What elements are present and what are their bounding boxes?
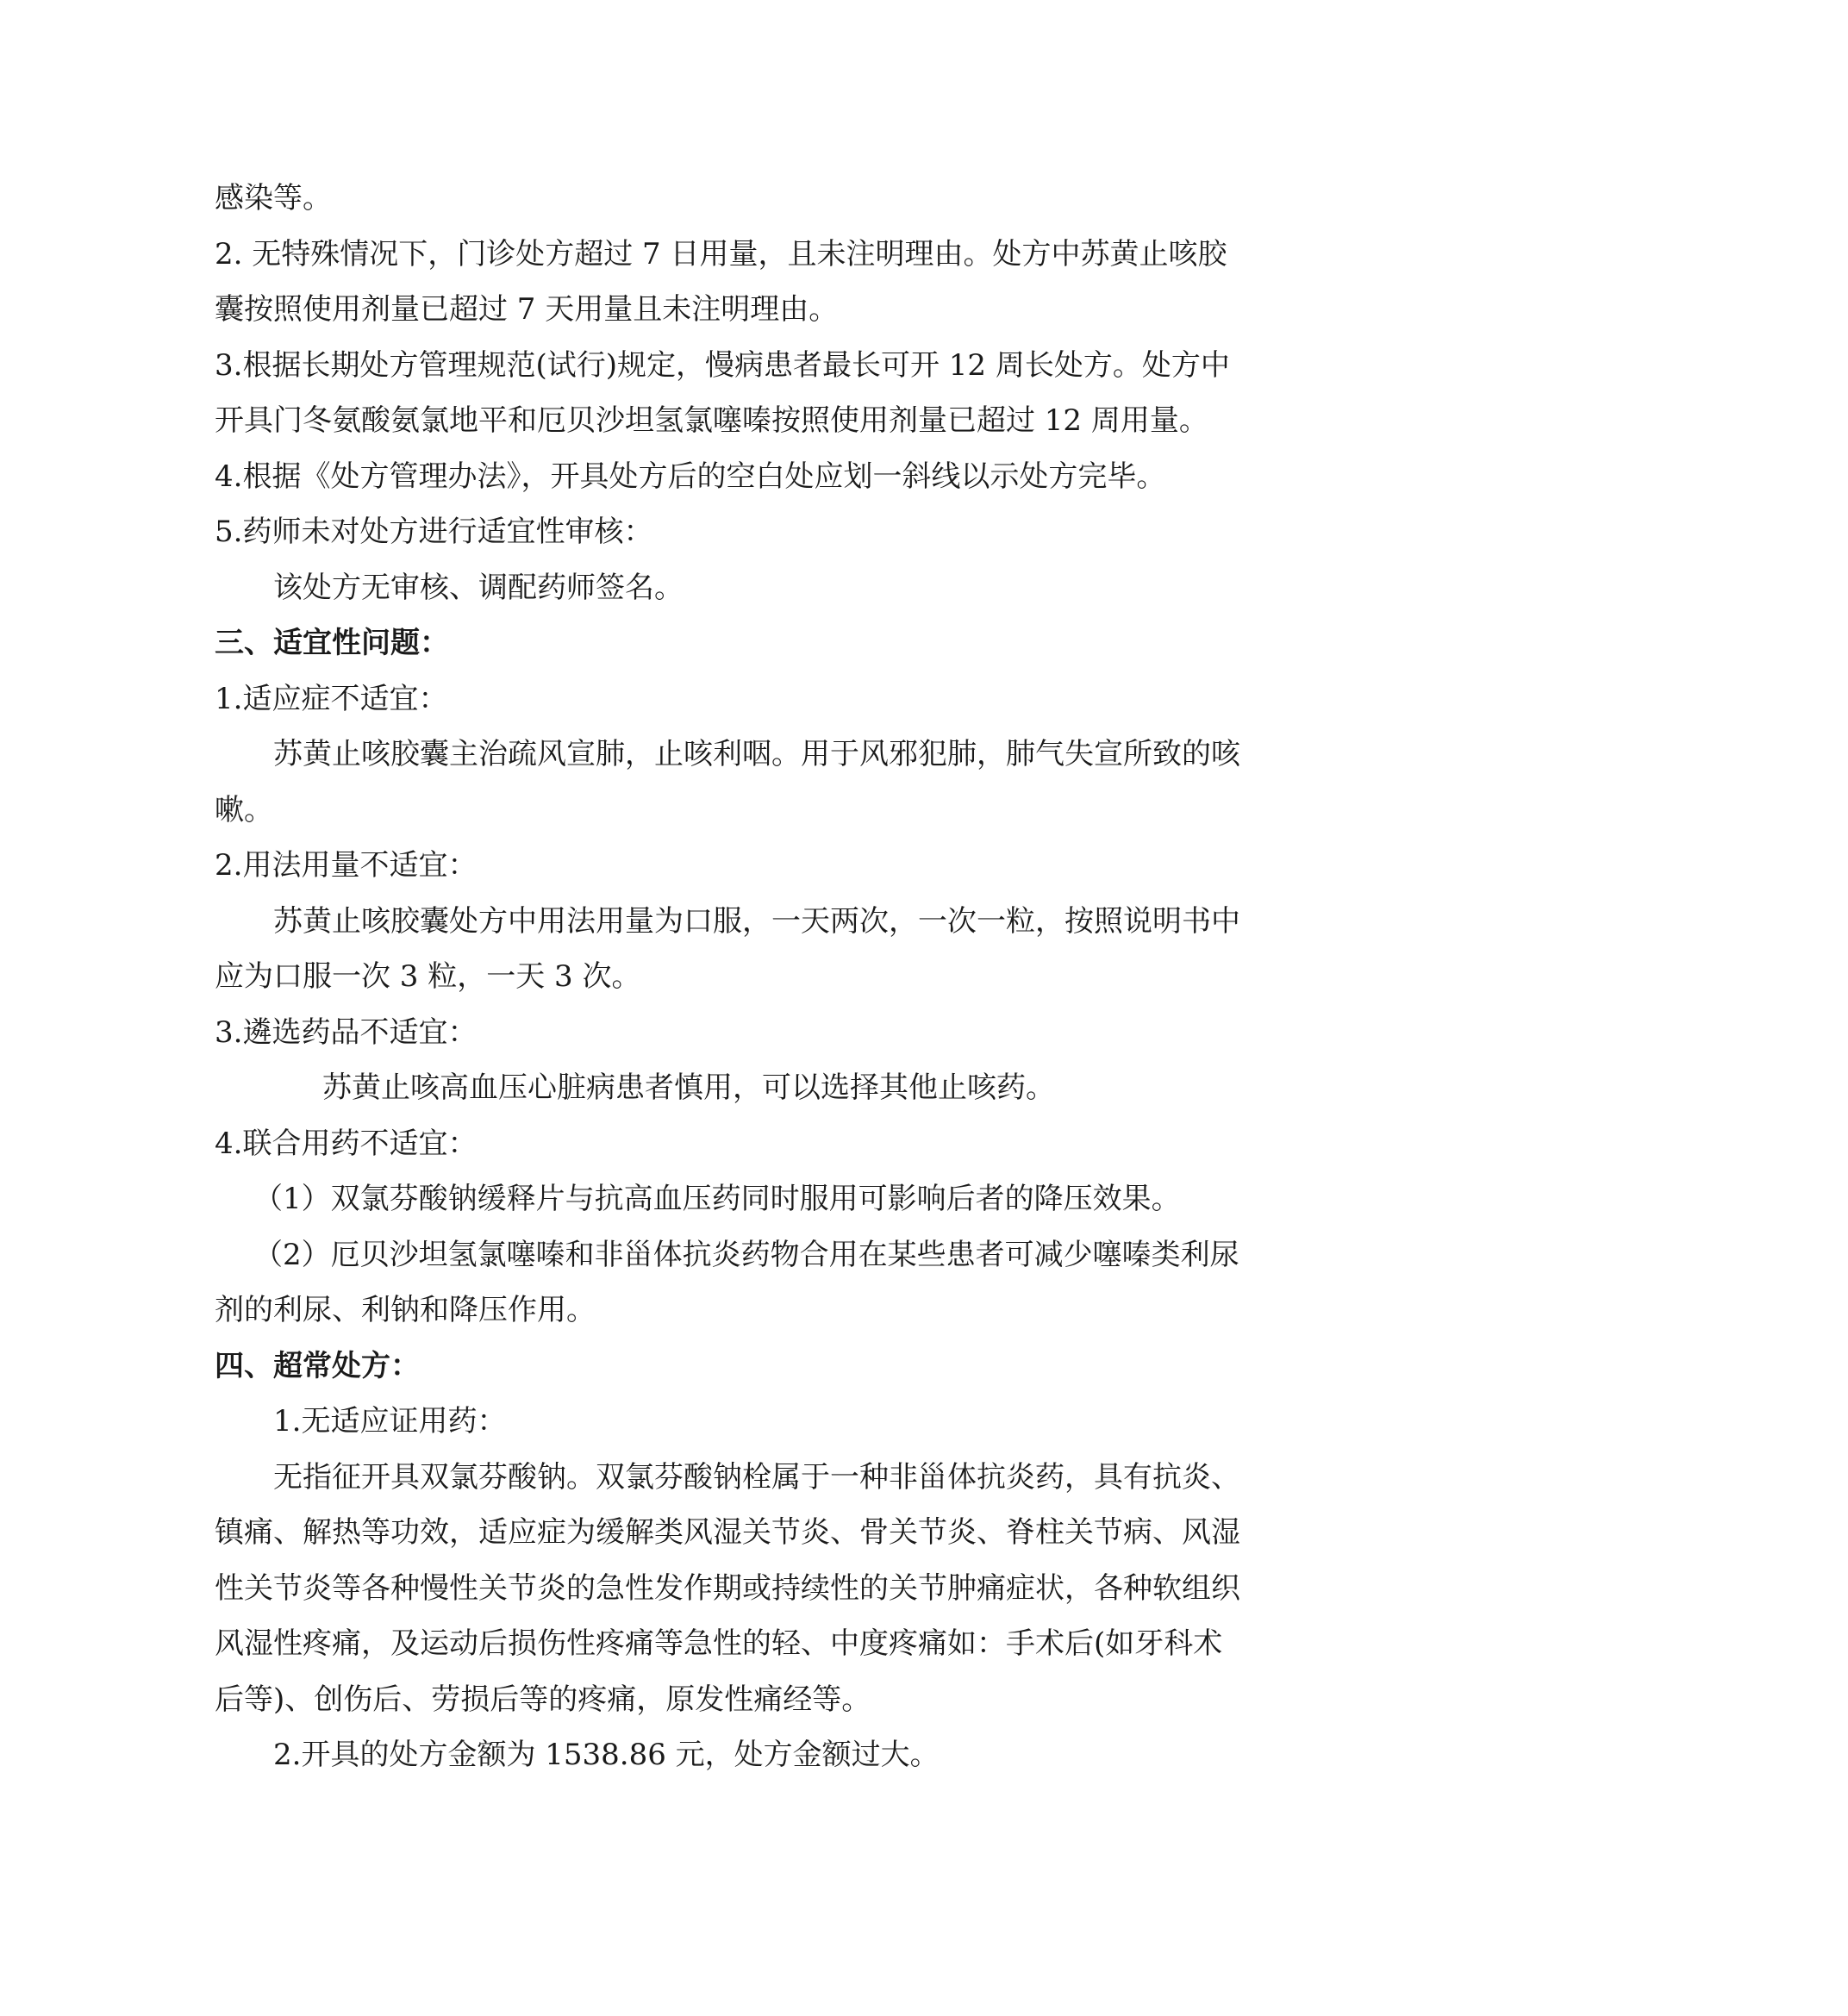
- text-line: （1）双氯芬酸钠缓释片与抗高血压药同时服用可影响后者的降压效果。: [253, 1182, 1181, 1216]
- text-line: 3.遴选药品不适宜：: [215, 1014, 478, 1050]
- text-line: 应为口服一次 3 粒，一天 3 次。: [215, 959, 641, 994]
- text-line: 性关节炎等各种慢性关节炎的急性发作期或持续性的关节肿痛症状，各种软组织: [215, 1570, 1240, 1606]
- text-line: 镇痛、解热等功效，适应症为缓解类风湿关节炎、骨关节炎、脊柱关节病、风湿: [215, 1515, 1240, 1550]
- text-line: 4.根据《处方管理办法》，开具处方后的空白处应划一斜线以示处方完毕。: [215, 459, 1166, 494]
- text-line: 5.药师未对处方进行适宜性审核：: [215, 515, 653, 549]
- text-line: 2. 无特殊情况下，门诊处方超过 7 日用量，且未注明理由。处方中苏黄止咳胶: [215, 236, 1227, 272]
- text-line: 3.根据长期处方管理规范(试行)规定，慢病患者最长可开 12 周长处方。处方中: [215, 347, 1230, 383]
- text-line: 2.开具的处方金额为 1538.86 元，处方金额过大。: [273, 1738, 940, 1772]
- text-line: 苏黄止咳高血压心脏病患者慎用，可以选择其他止咳药。: [322, 1070, 1055, 1105]
- text-line: 开具门冬氨酸氨氯地平和厄贝沙坦氢氯噻嗪按照使用剂量已超过 12 周用量。: [215, 403, 1208, 438]
- text-line: 1.适应症不适宜：: [215, 681, 448, 716]
- text-line: 后等)、创伤后、劳损后等的疼痛，原发性痛经等。: [215, 1682, 871, 1717]
- section-heading: 四、超常处方：: [215, 1348, 420, 1383]
- text-line: 风湿性疼痛，及运动后损伤性疼痛等急性的轻、中度疼痛如：手术后(如牙科术: [215, 1626, 1223, 1661]
- text-line: 该处方无审核、调配药师签名。: [273, 570, 684, 605]
- text-line: （2）厄贝沙坦氢氯噻嗪和非甾体抗炎药物合用在某些患者可减少噻嗪类利尿: [253, 1237, 1239, 1272]
- text-line: 4.联合用药不适宜：: [215, 1126, 478, 1161]
- document-body: [215, 171, 1240, 1783]
- text-line: 苏黄止咳胶囊主治疏风宣肺，止咳利咽。用于风邪犯肺，肺气失宣所致的咳: [273, 737, 1240, 771]
- text-line: 苏黄止咳胶囊处方中用法用量为口服，一天两次，一次一粒，按照说明书中: [273, 903, 1240, 939]
- text-line: 剂的利尿、利钠和降压作用。: [215, 1293, 596, 1327]
- text-line: 1.无适应证用药：: [273, 1404, 507, 1439]
- text-line: 2.用法用量不适宜：: [215, 848, 478, 883]
- section-heading: 三、适宜性问题：: [215, 626, 449, 660]
- text-line: 嗽。: [215, 792, 273, 827]
- text-line: 感染等。: [215, 181, 332, 215]
- text-line: 囊按照使用剂量已超过 7 天用量且未注明理由。: [215, 292, 839, 327]
- text-line: 无指征开具双氯芬酸钠。双氯芬酸钠栓属于一种非甾体抗炎药，具有抗炎、: [273, 1459, 1240, 1495]
